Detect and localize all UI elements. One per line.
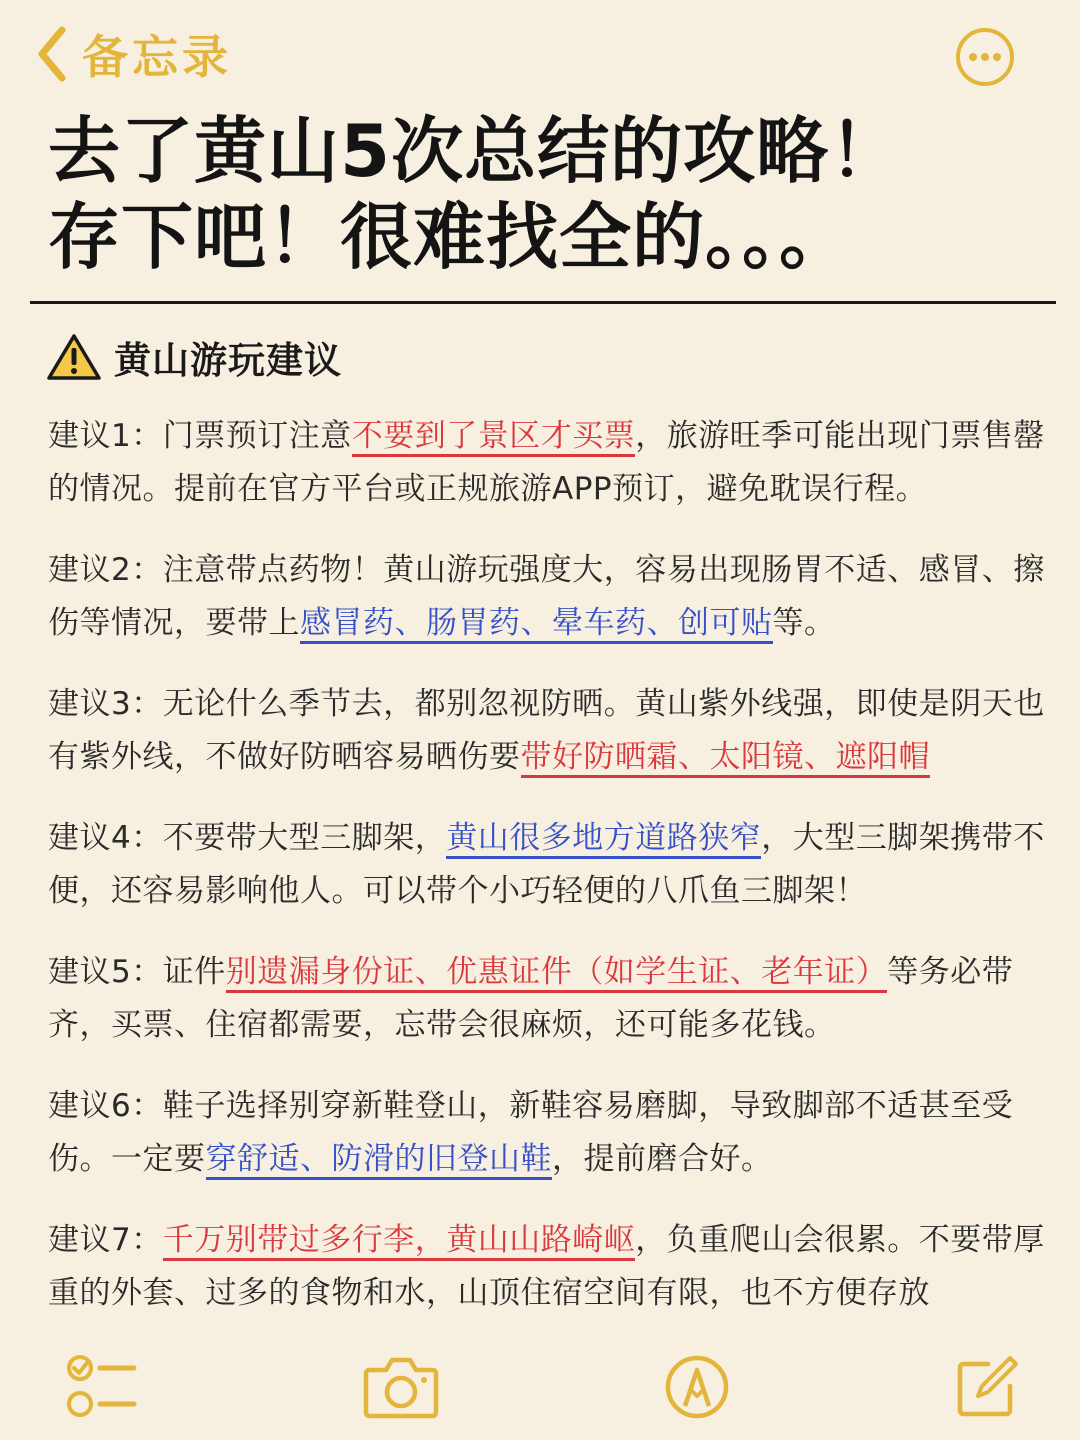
tip-highlight-blue: 黄山很多地方道路狭窄 [446,820,761,859]
tip-highlight-red: 千万别带过多行李，黄山山路崎岖 [163,1222,636,1261]
tip-item [48,1080,1048,1186]
section-title: 黄山游玩建议 [114,339,342,382]
chevron-left-icon [34,24,68,84]
top-nav-bar [0,0,1080,110]
tip-highlight-red: 带好防晒霜、太阳镜、遮阳帽 [521,739,931,778]
tip-text: ，旅游旺季可能出现门票售罄的情况。提前在官方平台或正规旅游APP预订，避免耽误行程。 [48,418,1045,507]
ellipsis-circle-icon[interactable] [954,26,1016,88]
markup-pen-icon[interactable] [664,1354,730,1420]
tip-text: 建议5：证件 [48,954,226,990]
tip-highlight-blue: 感冒药、肠胃药、晕车药、创可贴 [300,605,773,644]
checklist-icon[interactable] [66,1354,138,1420]
back-label: 备忘录 [82,30,232,84]
tip-text: 建议4：不要带大型三脚架， [48,820,447,856]
bottom-toolbar [0,1340,1080,1440]
tip-highlight-blue: 穿舒适、防滑的旧登山鞋 [206,1141,553,1180]
tips-list [48,410,1048,1348]
tip-item [48,1214,1048,1320]
tip-text: 等务必带齐，买票、住宿都需要，忘带会很麻烦，还可能多花钱。 [48,954,1014,1043]
note-title [48,108,1048,280]
tip-text: 建议1：门票预订注意 [48,418,352,454]
tip-item [48,544,1048,650]
tip-text: 建议6：鞋子选择别穿新鞋登山，新鞋容易磨脚，导致脚部不适甚至受伤。一定要 [48,1088,1014,1177]
tip-highlight-red: 别遗漏身份证、优惠证件（如学生证、老年证） [226,954,888,993]
warning-icon [46,332,102,382]
camera-icon[interactable] [362,1354,440,1420]
tip-text: ，大型三脚架携带不便，还容易影响他人。可以带个小巧轻便的八爪鱼三脚架！ [48,820,1045,909]
tip-highlight-red: 不要到了景区才买票 [352,418,636,457]
section-heading [46,330,342,384]
tip-text: 建议3：无论什么季节去，都别忽视防晒。黄山紫外线强，即使是阴天也有紫外线，不做好防晒容易晒伤要 [48,686,1045,775]
compose-icon[interactable] [954,1354,1020,1420]
tip-item [48,946,1048,1052]
tip-item [48,812,1048,918]
tip-text: 建议2：注意带点药物！黄山游玩强度大，容易出现肠胃不适、感冒、擦伤等情况，要带上 [48,552,1045,641]
note-title-line1: 去了黄山5次总结的攻略！ [48,109,903,193]
tip-item [48,410,1048,516]
tip-text: ，提前磨合好。 [552,1141,773,1177]
tip-text: 建议7： [48,1222,163,1258]
tip-text: 等。 [772,605,836,641]
back-button[interactable] [34,22,232,86]
tip-text: ，负重爬山会很累。不要带厚重的外套、过多的食物和水，山顶住宿空间有限，也不方便存放 [48,1222,1045,1311]
tip-item [48,678,1048,784]
title-divider [30,301,1056,304]
note-title-line2: 存下吧！很难找全的。。。 [48,195,853,279]
